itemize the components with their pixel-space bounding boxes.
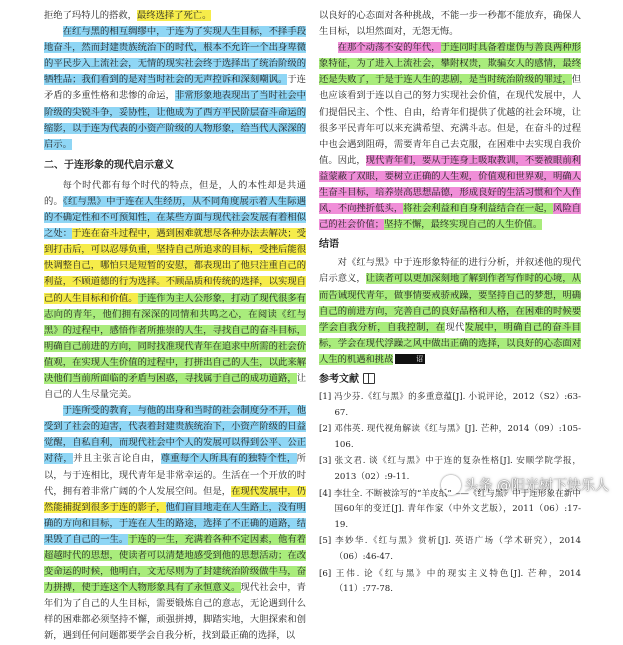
book-icon xyxy=(363,373,375,384)
text-run: 对《红与黑》中于连形象特征的进行分析，并叙述他的现代启示意义， xyxy=(319,257,581,285)
highlighted-text: 他们盲目地走在人生路上，没有明确的方向和目标，于连在人生的路途，选择了不正确的道路，结果毁了自己的一生。 xyxy=(44,501,306,545)
highlighted-text: 于连同时具备着虚伪与善良两种形象特征，为了进入上流社会，攀附权贵，欺骗女人的感情，最终还是失败了，于是于连人生的悲剧，是当时统治阶级的罪过， xyxy=(319,42,581,86)
right-column xyxy=(319,8,581,599)
paragraph xyxy=(319,8,581,40)
paragraph xyxy=(44,178,306,403)
text-run: 现代社会中，青年们为了自己的人生目标，需要锻炼自己的意志，无论遇到什么样的困难都必须坚持不懈，顽强拼搏，脚踏实地，大胆探索和创新，遇到任何问题都要学会自我分析，找到最正确的选择， xyxy=(44,582,306,642)
reference-item: [3] 张文君. 谈《红与黑》中于连的复杂性格[J]. 安顺学院学报，2013（02）:9-11. xyxy=(319,456,581,482)
text-run: 以 xyxy=(285,630,296,642)
highlighted-text: 不顾品质和传统的选择，以实现自己的人生目标和价值。 xyxy=(44,276,306,304)
paragraph xyxy=(319,40,581,233)
text-run: 让自己的人生尽量完美。 xyxy=(44,372,306,401)
paragraph xyxy=(44,24,306,153)
highlighted-text: 不要被眼前利益蒙蔽了双眼，要树立正确的人生观，价值观和世界观，明确人生奋斗目标， xyxy=(319,154,581,199)
highlighted-text: 尊重每个人所具有的独特个性， xyxy=(160,453,297,465)
reference-item: [1] 冯少芬.《红与黑》的多重意蕴[J]. 小说评论，2012（S2）:63-67. xyxy=(319,391,581,418)
text-run: 每个时代都有每个时代的特点，但是，人的本性却是共通的。 xyxy=(44,179,306,207)
highlighted-text: 将社会利益和自身利益结合在一起， xyxy=(403,203,553,215)
highlighted-text: 在那个动荡不安的年代， xyxy=(337,42,441,54)
paragraph xyxy=(44,403,306,644)
text-run: 但也应该看到于连以自己的努力实现社会价值，在现代发展中，人们提倡民主、个性、自由，给青年们提供了优越的社会环境，让很多平民青年可以来充满希望、充满斗志。但是，在奋斗的过程中也会遇到阻碍，需要青年自己去克服，在困难中去实现自我价值。因此， xyxy=(319,74,581,166)
highlighted-text: 于连在奋斗过程中，遇到困难就想尽各种办法去解决；受到打击后，可以忍辱负重，坚持自己所追求的目标，受挫后能很快调整自己，哪怕只是短暂的安慰，都表现出了他只注重自己的利益，不顾道德的行为选择。 xyxy=(44,228,306,288)
references-title: 参考文献 xyxy=(319,373,359,385)
highlighted-text: 《红与黑》中于连在人生经历，从不同角度展示着人生际遇的不确定性和不可预知性，在某些方面与现代社会发展有着相似之处： xyxy=(44,195,306,240)
highlighted-text: 在现代发展中，仍然能捕捉到很多于连的影子， xyxy=(44,485,306,513)
text-run: 并且主张言论自由， xyxy=(73,453,161,465)
text-run: 于连矛盾的多重性格和悲惨的命运， xyxy=(44,74,306,102)
highlighted-text: 于连作为主人公形象，打动了现代很多有志向的青年，他们拥有深深的同情和共鸣之心，在阅读《红与黑》的过程中，感悟作者所推崇的人生，寻找自己的奋斗目标，明确自己前进的方向，同时找准现代青年在追求中所需的社会价值观，在实现人生价值的过程中，打拼出自己的人生，以此来解决他们当前所面临的矛盾与困惑，寻找属于自己的成功道路， xyxy=(44,292,306,384)
references-heading xyxy=(319,372,581,388)
text-run: 现代 xyxy=(445,321,465,333)
reference-item: [6] 王伟. 论《红与黑》中的现实主义特色[J]. 芒种，2014（11）:77-78. xyxy=(319,568,581,595)
reference-item: [5] 李妙华.《红与黑》赏析[J]. 英语广场（学术研究），2014（06）:46-47. xyxy=(319,536,581,562)
text-run: 所以，与于连相比，现代青年是非常幸运的。生活在一个开放的时代，拥有着非常广阔的个人发展空间。但是， xyxy=(44,453,306,497)
watermark xyxy=(441,475,609,495)
highlighted-text: 在红与黑的相互绸缪中，于连为了实现人生目标，不择手段地奋斗，然而封建贵族统治下的时代，根本不允许一个出身卑微的平民步入上流社会，无情的现实社会终于选择出了统治阶级的牺牲品；我们看到的是对当时社会的无声控诉和深刻嘲讽。 xyxy=(44,26,306,86)
highlighted-text: 发展中，明确自己的奋斗目标，学会在现代浮躁之风中做出正确的选择，以良好的心态面对人生的机遇和挑战 xyxy=(319,321,581,365)
watermark-logo-icon xyxy=(441,475,461,495)
text-run: 以坦然面对，无怨无悔。 xyxy=(356,26,459,38)
watermark-text: 头条 @阳光树下快乐人 xyxy=(464,478,609,494)
highlighted-text: 培养崇高思想品德，形成良好的生活习惯和个人作风，不向挫折低头， xyxy=(319,187,581,215)
section-heading: 结语 xyxy=(319,239,339,251)
left-column xyxy=(44,8,306,645)
section-heading: 二、于连形象的现代启示意义 xyxy=(44,159,174,171)
highlighted-text: 于连的一生，充满着各种不定因素，他有着超越时代的思想，使读者可以清楚地感受到他的思想活动；在改变命运的时候，他明白，文无尽则为了封建统治阶级做牛马，奋力拼搏，使于连这个人物形象具有了永恒意义。 xyxy=(44,533,306,594)
paragraph xyxy=(319,255,581,368)
highlighted-text: 坚持不懈，最终实现自己的人生价值。 xyxy=(384,219,543,231)
highlighted-text: 风险自己的社会价值； xyxy=(319,203,581,231)
text-run: 以良好的心态面对各种挑战，不能一步一秒都不能放弃，确保人生目标， xyxy=(319,10,581,38)
highlighted-text: 非常形象地表现出了当时社会中阶级的尖锐斗争，妥协性，让他成为了西方平民阶层奋斗命运的缩影，以于连为代表的小资产阶级的人物形象，给当代人深深的启示。 xyxy=(44,90,306,150)
reference-item: [4] 李壮全. 不断被涂写的“羊皮纸”——《红与黑》中于连形象在新中国60年的变迁[J]. 青年作家（中外文艺版），2011（06）:17-19. xyxy=(319,488,581,530)
reference-item: [2] 邓伟英. 现代视角解读《红与黑》[J]. 芒种，2014（09）:105-106. xyxy=(319,424,581,450)
note-badge: 诏 xyxy=(395,354,425,364)
highlighted-text: 于连所受的教育，与他的出身和当时的社会制度分不开，他受到了社会的迫害，代表着封建贵族统治下，小资产阶级的日益觉醒，自私自利，而现代社会中个人的发展可以得到公平、公正对待， xyxy=(44,405,306,465)
highlighted-text: 最终选择了死亡。 xyxy=(136,10,212,21)
highlighted-text: 让读者可以更加深刻地了解到作者写作时的心境，从而告诫现代青年，做事情要戒骄戒躁，要坚持自己的梦想，明确自己的前进方向，完善自己的良好品格和人格，在困难的时候要学会自我分析，自我控制，在 xyxy=(319,273,581,333)
text-run: 拒绝了玛特儿的搭救， xyxy=(44,10,137,21)
paragraph xyxy=(44,8,306,24)
highlighted-text: 现代青年们，要从于连身上吸取教训， xyxy=(365,154,525,166)
